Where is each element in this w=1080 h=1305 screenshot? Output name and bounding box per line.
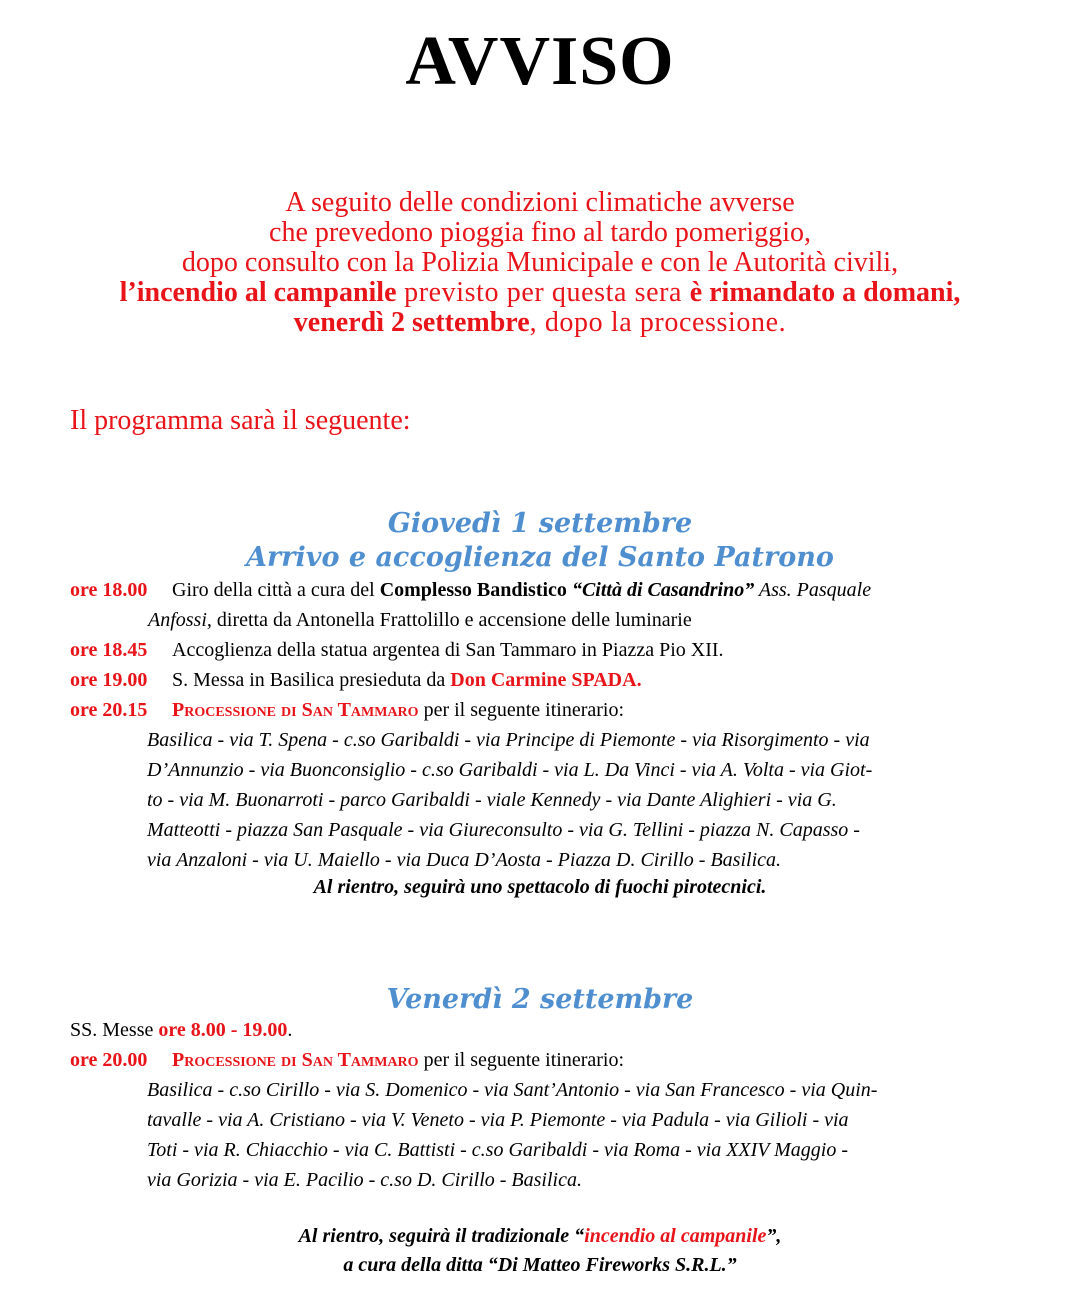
- program-intro: Il programma sarà il seguente:: [70, 405, 411, 436]
- notice-title: AVVISO: [405, 23, 675, 100]
- schedule-item-1845: [70, 635, 1008, 665]
- schedule-text: S. Messa in Basilica presieduta da: [172, 669, 451, 691]
- intro-line: dopo consulto con la Polizia Municipale e con le Autorità civili,: [181, 247, 899, 278]
- day1-closing: Al rientro, seguirà uno spettacolo di fuochi pirotecnici.: [313, 876, 767, 898]
- schedule-item-2015: [70, 695, 1008, 725]
- band-city: “Città di Casandrino”: [571, 579, 755, 601]
- schedule-text: Accoglienza della statua argentea di San Tammaro in Piazza Pio XII.: [172, 639, 724, 661]
- day1-heading: Giovedì 1 settembre: [387, 508, 693, 539]
- intro-line: A seguito delle condizioni climatiche avverse: [285, 187, 795, 218]
- masses-time: ore 8.00 - 19.00: [158, 1019, 288, 1041]
- schedule-time: ore 20.00: [70, 1049, 148, 1071]
- closing-text: ”,: [766, 1225, 782, 1247]
- intro-text: , dopo la processione.: [529, 307, 787, 338]
- schedule-item-1800: [70, 575, 1008, 635]
- itinerary-line: tavalle - via A. Cristiano - via V. Veneto - via P. Piemonte - via Padula - via Gilioli - via: [147, 1109, 849, 1131]
- schedule-text-continued: [70, 605, 1008, 635]
- schedule-item-2000: [70, 1045, 1008, 1075]
- intro-line: che prevedono pioggia fino al tardo pomeriggio,: [269, 217, 811, 248]
- itinerary-line: to - via M. Buonarroti - parco Garibaldi - viale Kennedy - via Dante Alighieri - via G.: [147, 789, 837, 811]
- schedule-text: diretta da Antonella Frattolillo e accensione delle luminarie: [211, 609, 692, 631]
- intro-line: [40, 278, 1040, 308]
- intro-text: previsto per questa sera: [396, 277, 690, 308]
- procession-label: Processione di San Tammaro: [172, 1049, 419, 1071]
- procession-label: Processione di San Tammaro: [172, 699, 419, 721]
- schedule-time: ore 19.00: [70, 669, 148, 691]
- schedule-text: Giro della città a cura del: [172, 579, 380, 601]
- itinerary-line: via Gorizia - via E. Pacilio - c.so D. Cirillo - Basilica.: [147, 1169, 582, 1191]
- itinerary-line: Basilica - via T. Spena - c.so Garibaldi - via Principe di Piemonte - via Risorgimento - via: [147, 729, 870, 751]
- day1-itinerary: [147, 725, 1008, 875]
- schedule-text: per il seguente itinerario:: [418, 1049, 625, 1071]
- closing-line: [0, 1222, 1080, 1251]
- schedule-time: ore 18.45: [70, 639, 148, 661]
- intro-line: [40, 308, 1040, 338]
- association-name: Ass. Pasquale: [754, 579, 872, 601]
- intro-emphasis: l’incendio al campanile: [119, 277, 397, 308]
- intro-paragraph: [40, 188, 1040, 338]
- closing-highlight: incendio al campanile: [584, 1225, 767, 1247]
- schedule-text: SS. Messe: [70, 1019, 159, 1041]
- itinerary-line: via Anzaloni - via U. Maiello - via Duca D’Aosta - Piazza D. Cirillo - Basilica.: [147, 849, 782, 871]
- itinerary-line: D’Annunzio - via Buonconsiglio - c.so Garibaldi - via L. Da Vinci - via A. Volta - via Giot-: [147, 759, 873, 781]
- intro-emphasis: venerdì 2 settembre: [293, 307, 530, 338]
- schedule-time: ore 20.15: [70, 699, 148, 721]
- band-name: Complesso Bandistico: [379, 579, 572, 601]
- closing-text: Al rientro, seguirà il tradizionale “: [298, 1225, 585, 1247]
- day2-itinerary: [147, 1075, 1008, 1195]
- celebrant-name: Don Carmine SPADA.: [450, 669, 642, 691]
- itinerary-line: Matteotti - piazza San Pasquale - via Giureconsulto - via G. Tellini - piazza N. Capasso -: [147, 819, 860, 841]
- intro-emphasis: è rimandato a domani,: [689, 277, 961, 308]
- schedule-item-1900: [70, 665, 1008, 695]
- day2-closing: [0, 1222, 1080, 1280]
- association-name-cont: Anfossi,: [148, 609, 212, 631]
- schedule-text: .: [287, 1019, 293, 1041]
- schedule-item-masses: [70, 1015, 1008, 1045]
- itinerary-line: Toti - via R. Chiacchio - via C. Battisti - c.so Garibaldi - via Roma - via XXIV Maggio -: [147, 1139, 849, 1161]
- day2-heading: Venerdì 2 settembre: [386, 984, 694, 1015]
- closing-line: a cura della ditta “Di Matteo Fireworks S.R.L.”: [343, 1254, 737, 1276]
- schedule-text: per il seguente itinerario:: [418, 699, 625, 721]
- day1-subheading: Arrivo e accoglienza del Santo Patrono: [246, 542, 834, 573]
- itinerary-line: Basilica - c.so Cirillo - via S. Domenico - via Sant’Antonio - via San Francesco - via Quin-: [147, 1079, 878, 1101]
- schedule-time: ore 18.00: [70, 579, 148, 601]
